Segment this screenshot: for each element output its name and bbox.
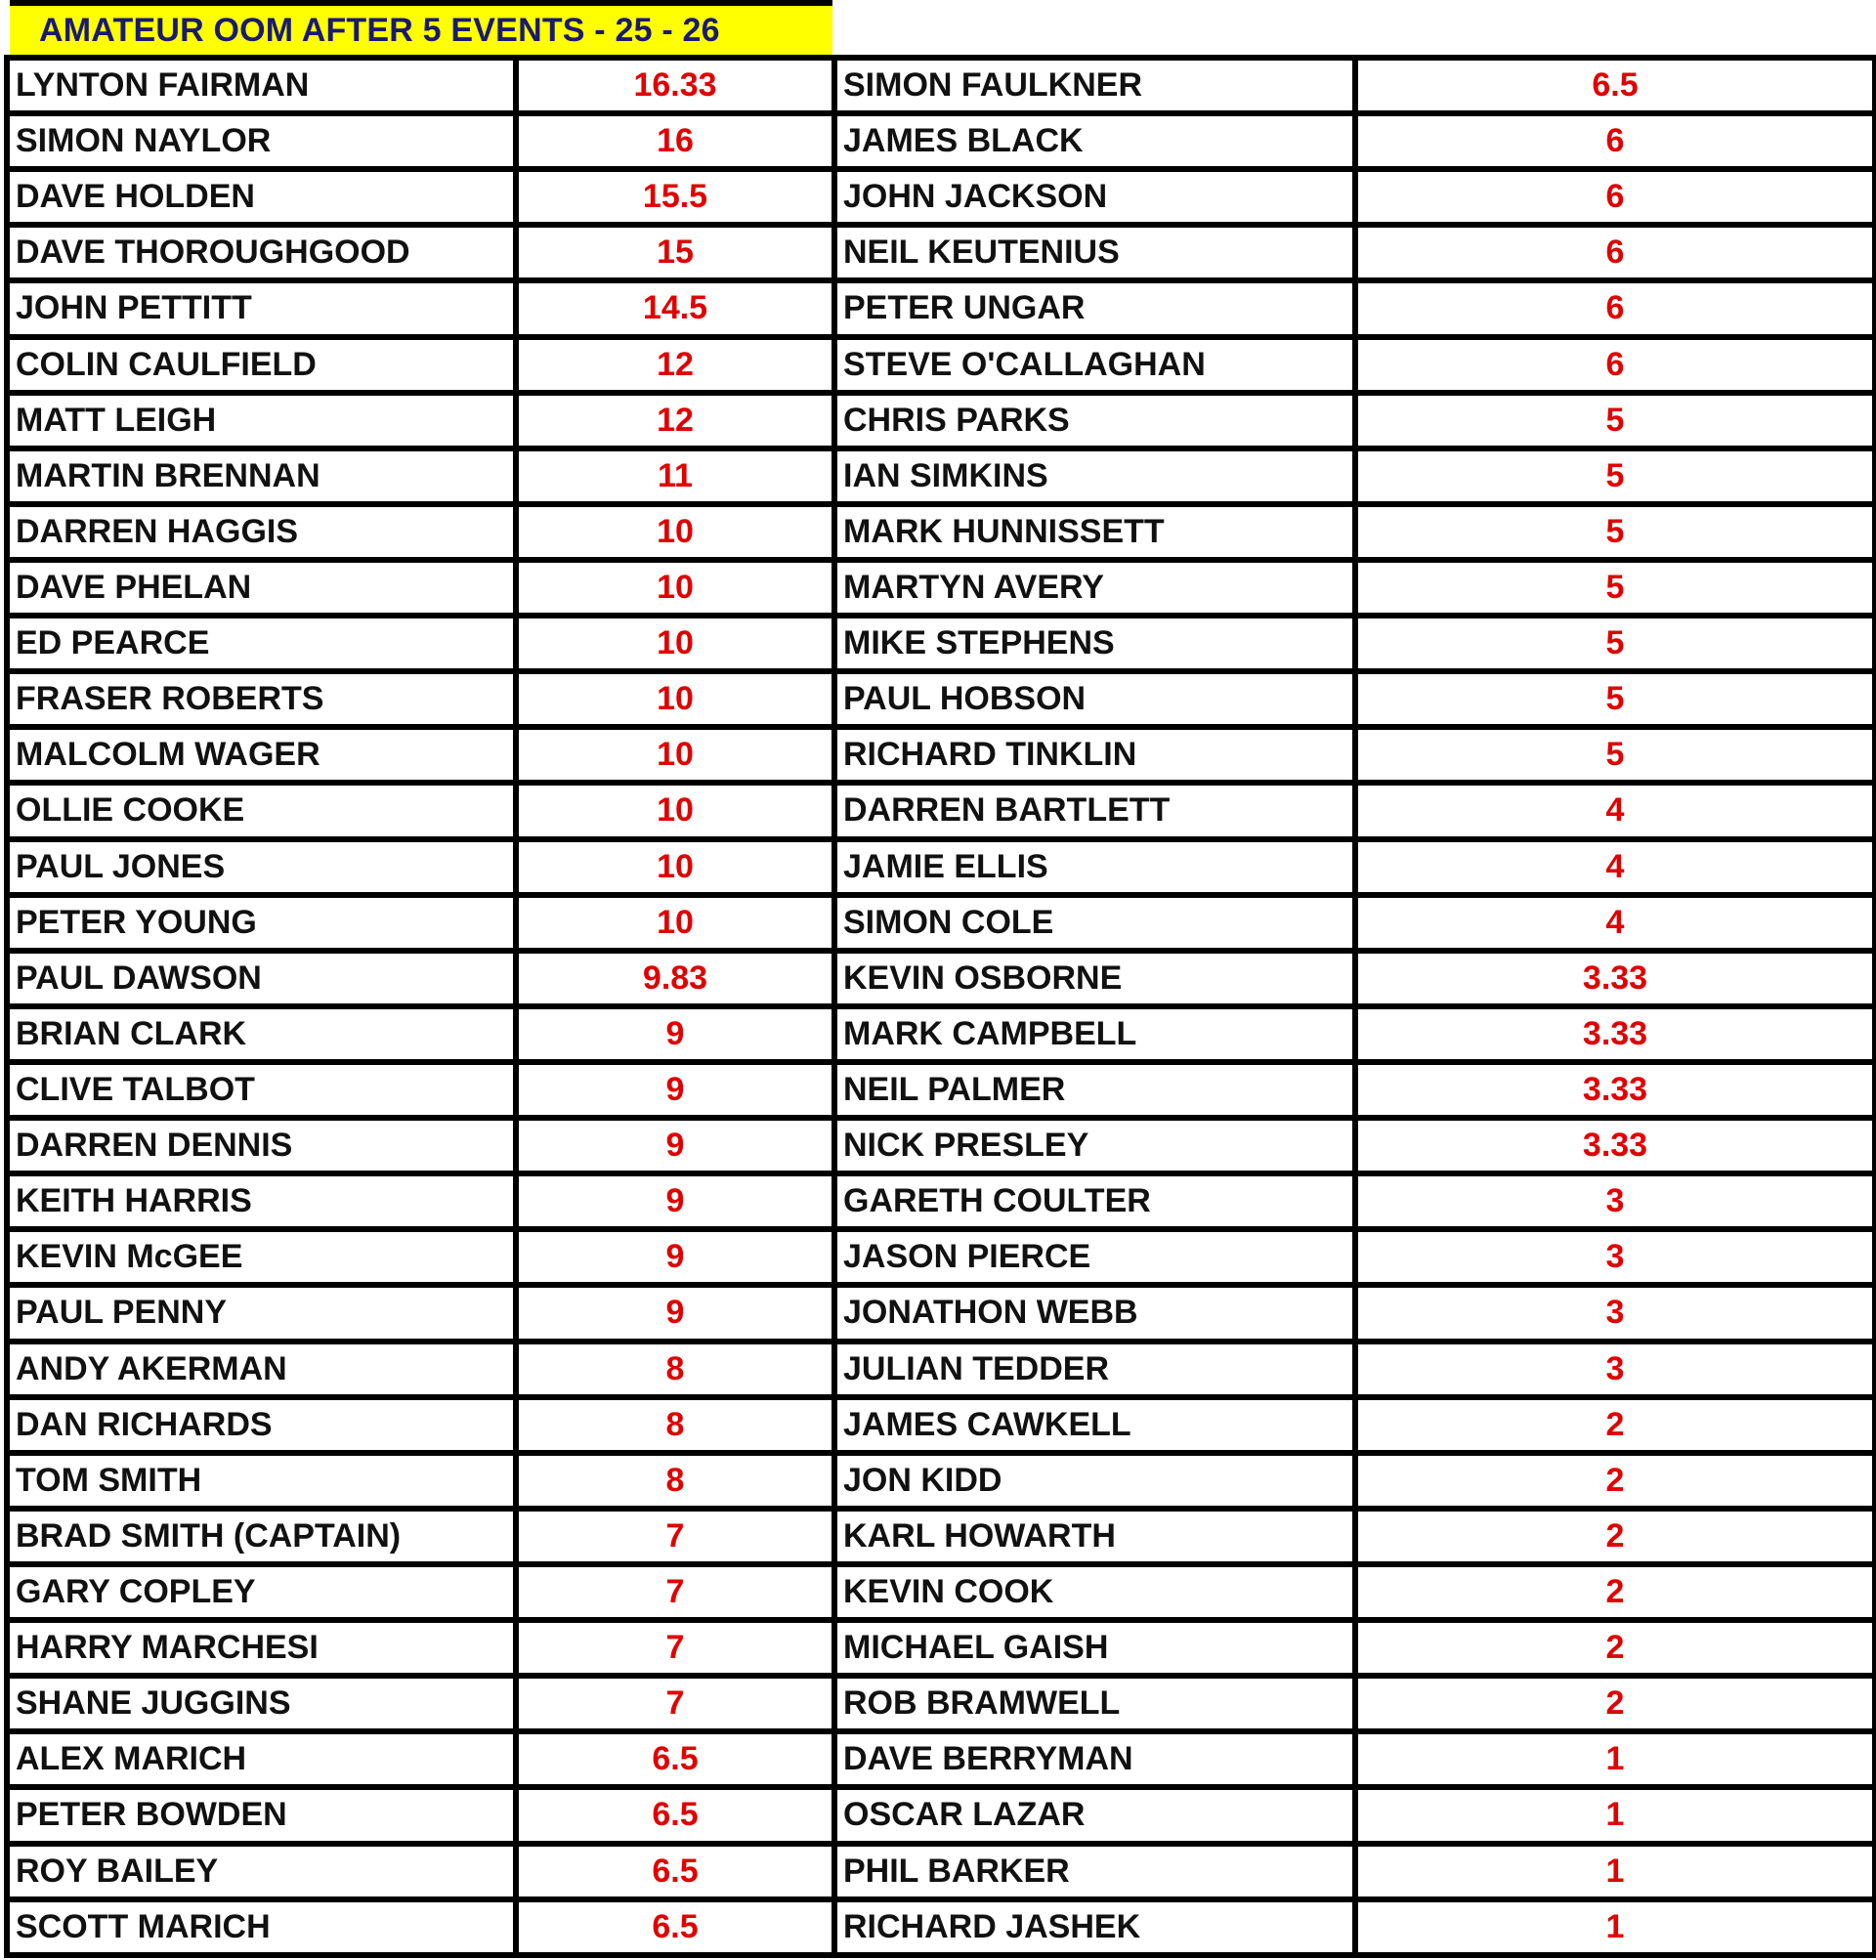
- points-cell: 1: [1355, 1844, 1875, 1899]
- points-cell: 7: [516, 1564, 834, 1620]
- player-name-cell: JASON PIERCE: [834, 1229, 1355, 1285]
- table-row: [7, 1731, 1875, 1787]
- player-name-cell: GARETH COULTER: [834, 1173, 1355, 1229]
- table-row: [7, 1564, 1875, 1620]
- table-row: [7, 1787, 1875, 1843]
- player-name-cell: KEVIN OSBORNE: [834, 951, 1355, 1006]
- points-cell: 6: [1355, 113, 1875, 169]
- player-name-cell: DARREN BARTLETT: [834, 783, 1355, 838]
- player-name-cell: PHIL BARKER: [834, 1844, 1355, 1899]
- table-row: [7, 1676, 1875, 1731]
- table-row: [7, 1844, 1875, 1899]
- player-name-cell: PAUL HOBSON: [834, 671, 1355, 727]
- table-row: [7, 616, 1875, 671]
- points-cell: 2: [1355, 1676, 1875, 1731]
- player-name-cell: JOHN PETTITT: [7, 280, 516, 336]
- points-cell: 3.33: [1355, 1006, 1875, 1062]
- points-cell: 12: [516, 393, 834, 448]
- points-cell: 10: [516, 671, 834, 727]
- table-row: [7, 280, 1875, 336]
- player-name-cell: SIMON COLE: [834, 895, 1355, 951]
- player-name-cell: MARTIN BRENNAN: [7, 448, 516, 504]
- points-cell: 10: [516, 504, 834, 560]
- player-name-cell: STEVE O'CALLAGHAN: [834, 337, 1355, 393]
- player-name-cell: SCOTT MARICH: [7, 1899, 516, 1955]
- points-cell: 6.5: [516, 1899, 834, 1955]
- points-cell: 7: [516, 1509, 834, 1564]
- table-row: [7, 225, 1875, 280]
- player-name-cell: OLLIE COOKE: [7, 783, 516, 838]
- points-cell: 10: [516, 560, 834, 616]
- table-row: [7, 1397, 1875, 1453]
- player-name-cell: JULIAN TEDDER: [834, 1342, 1355, 1397]
- points-cell: 6: [1355, 337, 1875, 393]
- player-name-cell: PETER YOUNG: [7, 895, 516, 951]
- table-row: [7, 560, 1875, 616]
- player-name-cell: BRAD SMITH (CAPTAIN): [7, 1509, 516, 1564]
- player-name-cell: PETER UNGAR: [834, 280, 1355, 336]
- points-cell: 9: [516, 1285, 834, 1341]
- player-name-cell: JON KIDD: [834, 1453, 1355, 1509]
- player-name-cell: NEIL KEUTENIUS: [834, 225, 1355, 280]
- points-cell: 3: [1355, 1342, 1875, 1397]
- points-cell: 11: [516, 448, 834, 504]
- player-name-cell: BRIAN CLARK: [7, 1006, 516, 1062]
- player-name-cell: COLIN CAULFIELD: [7, 337, 516, 393]
- points-cell: 5: [1355, 616, 1875, 671]
- table-row: [7, 895, 1875, 951]
- table-row: [7, 1062, 1875, 1118]
- player-name-cell: MARK HUNNISSETT: [834, 504, 1355, 560]
- table-row: [7, 1342, 1875, 1397]
- points-cell: 2: [1355, 1397, 1875, 1453]
- table-row: [7, 783, 1875, 838]
- points-cell: 9: [516, 1118, 834, 1173]
- points-cell: 5: [1355, 560, 1875, 616]
- player-name-cell: MALCOLM WAGER: [7, 727, 516, 783]
- table-row: [7, 448, 1875, 504]
- table-row: [7, 1453, 1875, 1509]
- points-cell: 5: [1355, 727, 1875, 783]
- points-cell: 10: [516, 727, 834, 783]
- points-cell: 6.5: [516, 1731, 834, 1787]
- points-cell: 8: [516, 1397, 834, 1453]
- player-name-cell: JAMIE ELLIS: [834, 839, 1355, 895]
- table-row: [7, 1173, 1875, 1229]
- player-name-cell: JONATHON WEBB: [834, 1285, 1355, 1341]
- table-body: [7, 58, 1875, 1955]
- player-name-cell: LYNTON FAIRMAN: [7, 58, 516, 113]
- points-cell: 4: [1355, 839, 1875, 895]
- table-row: [7, 727, 1875, 783]
- points-cell: 1: [1355, 1899, 1875, 1955]
- points-cell: 14.5: [516, 280, 834, 336]
- table-row: [7, 113, 1875, 169]
- player-name-cell: MARK CAMPBELL: [834, 1006, 1355, 1062]
- player-name-cell: JOHN JACKSON: [834, 169, 1355, 225]
- table-row: [7, 951, 1875, 1006]
- page-title: AMATEUR OOM AFTER 5 EVENTS - 25 - 26: [10, 0, 832, 55]
- player-name-cell: MARTYN AVERY: [834, 560, 1355, 616]
- player-name-cell: OSCAR LAZAR: [834, 1787, 1355, 1843]
- points-cell: 2: [1355, 1564, 1875, 1620]
- points-cell: 9: [516, 1229, 834, 1285]
- player-name-cell: SIMON FAULKNER: [834, 58, 1355, 113]
- player-name-cell: SIMON NAYLOR: [7, 113, 516, 169]
- points-cell: 2: [1355, 1509, 1875, 1564]
- points-cell: 9: [516, 1006, 834, 1062]
- points-cell: 10: [516, 895, 834, 951]
- player-name-cell: KEVIN McGEE: [7, 1229, 516, 1285]
- player-name-cell: DAVE PHELAN: [7, 560, 516, 616]
- points-cell: 10: [516, 783, 834, 838]
- points-cell: 7: [516, 1620, 834, 1676]
- player-name-cell: PETER BOWDEN: [7, 1787, 516, 1843]
- table-row: [7, 1620, 1875, 1676]
- points-cell: 2: [1355, 1620, 1875, 1676]
- points-cell: 12: [516, 337, 834, 393]
- player-name-cell: MIKE STEPHENS: [834, 616, 1355, 671]
- player-name-cell: NEIL PALMER: [834, 1062, 1355, 1118]
- points-cell: 4: [1355, 783, 1875, 838]
- points-cell: 16.33: [516, 58, 834, 113]
- table-row: [7, 393, 1875, 448]
- player-name-cell: ANDY AKERMAN: [7, 1342, 516, 1397]
- points-cell: 3.33: [1355, 1118, 1875, 1173]
- points-cell: 2: [1355, 1453, 1875, 1509]
- table-row: [7, 1006, 1875, 1062]
- player-name-cell: SHANE JUGGINS: [7, 1676, 516, 1731]
- table-row: [7, 1899, 1875, 1955]
- player-name-cell: FRASER ROBERTS: [7, 671, 516, 727]
- player-name-cell: DARREN DENNIS: [7, 1118, 516, 1173]
- points-cell: 4: [1355, 895, 1875, 951]
- table-row: [7, 1285, 1875, 1341]
- player-name-cell: KARL HOWARTH: [834, 1509, 1355, 1564]
- table-row: [7, 58, 1875, 113]
- table-row: [7, 169, 1875, 225]
- points-cell: 5: [1355, 448, 1875, 504]
- points-cell: 9: [516, 1173, 834, 1229]
- player-name-cell: KEVIN COOK: [834, 1564, 1355, 1620]
- points-cell: 6.5: [1355, 58, 1875, 113]
- player-name-cell: DAVE THOROUGHGOOD: [7, 225, 516, 280]
- points-cell: 1: [1355, 1787, 1875, 1843]
- player-name-cell: CLIVE TALBOT: [7, 1062, 516, 1118]
- points-cell: 3.33: [1355, 951, 1875, 1006]
- points-cell: 9.83: [516, 951, 834, 1006]
- points-cell: 3.33: [1355, 1062, 1875, 1118]
- player-name-cell: ROB BRAMWELL: [834, 1676, 1355, 1731]
- player-name-cell: JAMES BLACK: [834, 113, 1355, 169]
- points-cell: 3: [1355, 1285, 1875, 1341]
- player-name-cell: PAUL PENNY: [7, 1285, 516, 1341]
- table-row: [7, 1229, 1875, 1285]
- player-name-cell: DARREN HAGGIS: [7, 504, 516, 560]
- points-cell: 6: [1355, 225, 1875, 280]
- player-name-cell: NICK PRESLEY: [834, 1118, 1355, 1173]
- points-cell: 5: [1355, 671, 1875, 727]
- points-cell: 10: [516, 839, 834, 895]
- player-name-cell: DAVE HOLDEN: [7, 169, 516, 225]
- player-name-cell: RICHARD JASHEK: [834, 1899, 1355, 1955]
- points-cell: 3: [1355, 1173, 1875, 1229]
- player-name-cell: KEITH HARRIS: [7, 1173, 516, 1229]
- points-cell: 5: [1355, 393, 1875, 448]
- points-cell: 6: [1355, 169, 1875, 225]
- player-name-cell: ROY BAILEY: [7, 1844, 516, 1899]
- points-cell: 9: [516, 1062, 834, 1118]
- player-name-cell: TOM SMITH: [7, 1453, 516, 1509]
- table-row: [7, 839, 1875, 895]
- player-name-cell: JAMES CAWKELL: [834, 1397, 1355, 1453]
- points-cell: 6: [1355, 280, 1875, 336]
- player-name-cell: ED PEARCE: [7, 616, 516, 671]
- player-name-cell: DAVE BERRYMAN: [834, 1731, 1355, 1787]
- points-cell: 3: [1355, 1229, 1875, 1285]
- points-cell: 6.5: [516, 1844, 834, 1899]
- points-cell: 7: [516, 1676, 834, 1731]
- table-row: [7, 1509, 1875, 1564]
- points-cell: 16: [516, 113, 834, 169]
- player-name-cell: IAN SIMKINS: [834, 448, 1355, 504]
- player-name-cell: MICHAEL GAISH: [834, 1620, 1355, 1676]
- points-cell: 10: [516, 616, 834, 671]
- points-cell: 1: [1355, 1731, 1875, 1787]
- table-row: [7, 1118, 1875, 1173]
- points-cell: 15.5: [516, 169, 834, 225]
- player-name-cell: ALEX MARICH: [7, 1731, 516, 1787]
- player-name-cell: HARRY MARCHESI: [7, 1620, 516, 1676]
- order-of-merit-table: [4, 55, 1876, 1958]
- player-name-cell: CHRIS PARKS: [834, 393, 1355, 448]
- points-cell: 8: [516, 1342, 834, 1397]
- table-row: [7, 671, 1875, 727]
- points-cell: 15: [516, 225, 834, 280]
- player-name-cell: DAN RICHARDS: [7, 1397, 516, 1453]
- points-cell: 8: [516, 1453, 834, 1509]
- table-row: [7, 337, 1875, 393]
- player-name-cell: RICHARD TINKLIN: [834, 727, 1355, 783]
- table-row: [7, 504, 1875, 560]
- player-name-cell: PAUL DAWSON: [7, 951, 516, 1006]
- player-name-cell: GARY COPLEY: [7, 1564, 516, 1620]
- player-name-cell: PAUL JONES: [7, 839, 516, 895]
- points-cell: 6.5: [516, 1787, 834, 1843]
- points-cell: 5: [1355, 504, 1875, 560]
- player-name-cell: MATT LEIGH: [7, 393, 516, 448]
